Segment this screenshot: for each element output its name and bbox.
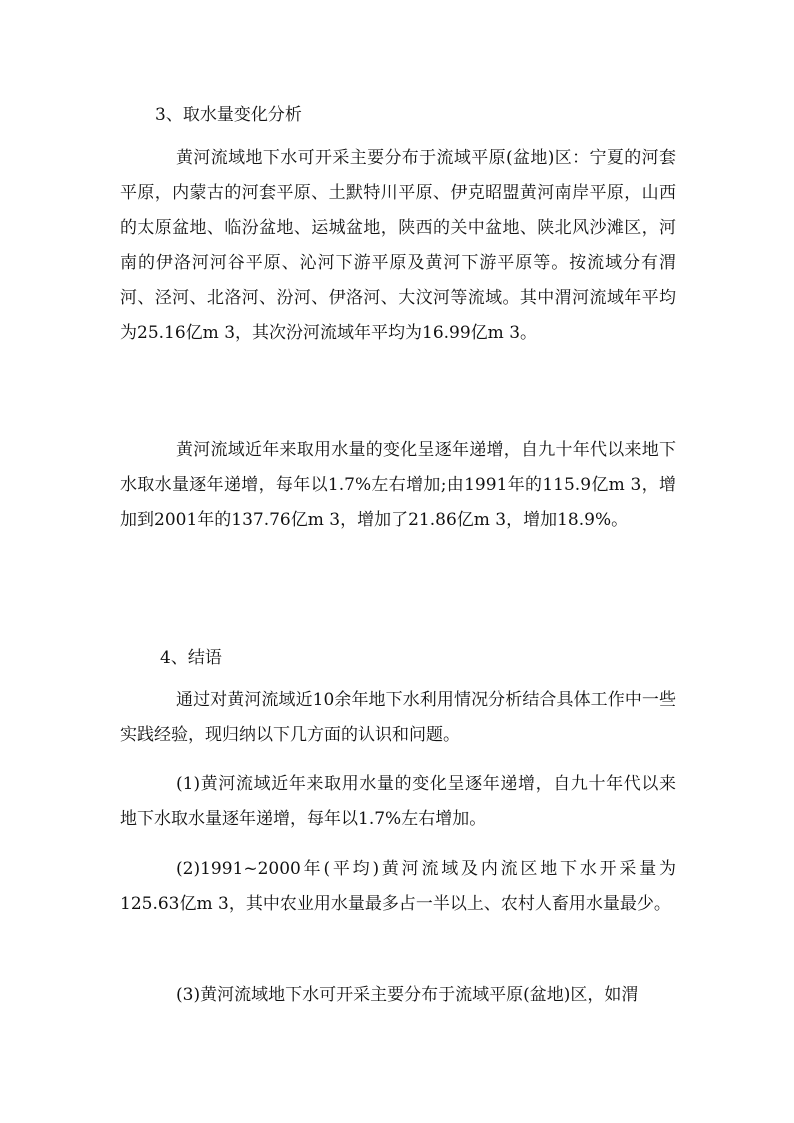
section-3-paragraph-2: 黄河流域近年来取用水量的变化呈逐年递增，自九十年代以来地下水取水量逐年递增，每年以1.7%左右增加;由1991年的115.9亿m 3，增加到2001年的137.76亿m 3，增加了21.86亿m 3，增加18.9%。 (120, 440, 676, 530)
section-4-item-1: (1)黄河流域近年来取用水量的变化呈逐年递增，自九十年代以来地下水取水量逐年递增，每年以1.7%左右增加。 (120, 774, 676, 829)
section-4-paragraph-1: 通过对黄河流域近10余年地下水利用情况分析结合具体工作中一些实践经验，现归纳以下几方面的认识和问题。 (120, 690, 676, 745)
section-3-heading: 3、取水量变化分析 (155, 105, 302, 125)
section-4-item-2: (2)1991~2000年(平均)黄河流域及内流区地下水开采量为125.63亿m 3，其中农业用水量最多占一半以上、农村人畜用水量最少。 (120, 859, 676, 914)
section-4-heading: 4、结语 (160, 648, 222, 668)
section-3-paragraph-1: 黄河流域地下水可开采主要分布于流域平原(盆地)区：宁夏的河套平原，内蒙古的河套平原、土默特川平原、伊克昭盟黄河南岸平原，山西的太原盆地、临汾盆地、运城盆地，陕西的关中盆地、陕北风沙滩区，河南的伊洛河河谷平原、沁河下游平原及黄河下游平原等。按流域分有渭河、泾河、北洛河、汾河、伊洛河、大汶河等流域。其中渭河流域年平均为25.16亿m 3，其次汾河流域年平均为16.99亿m 3。 (120, 148, 676, 343)
section-4-item-3: (3)黄河流域地下水可开采主要分布于流域平原(盆地)区，如渭 (176, 985, 639, 1005)
